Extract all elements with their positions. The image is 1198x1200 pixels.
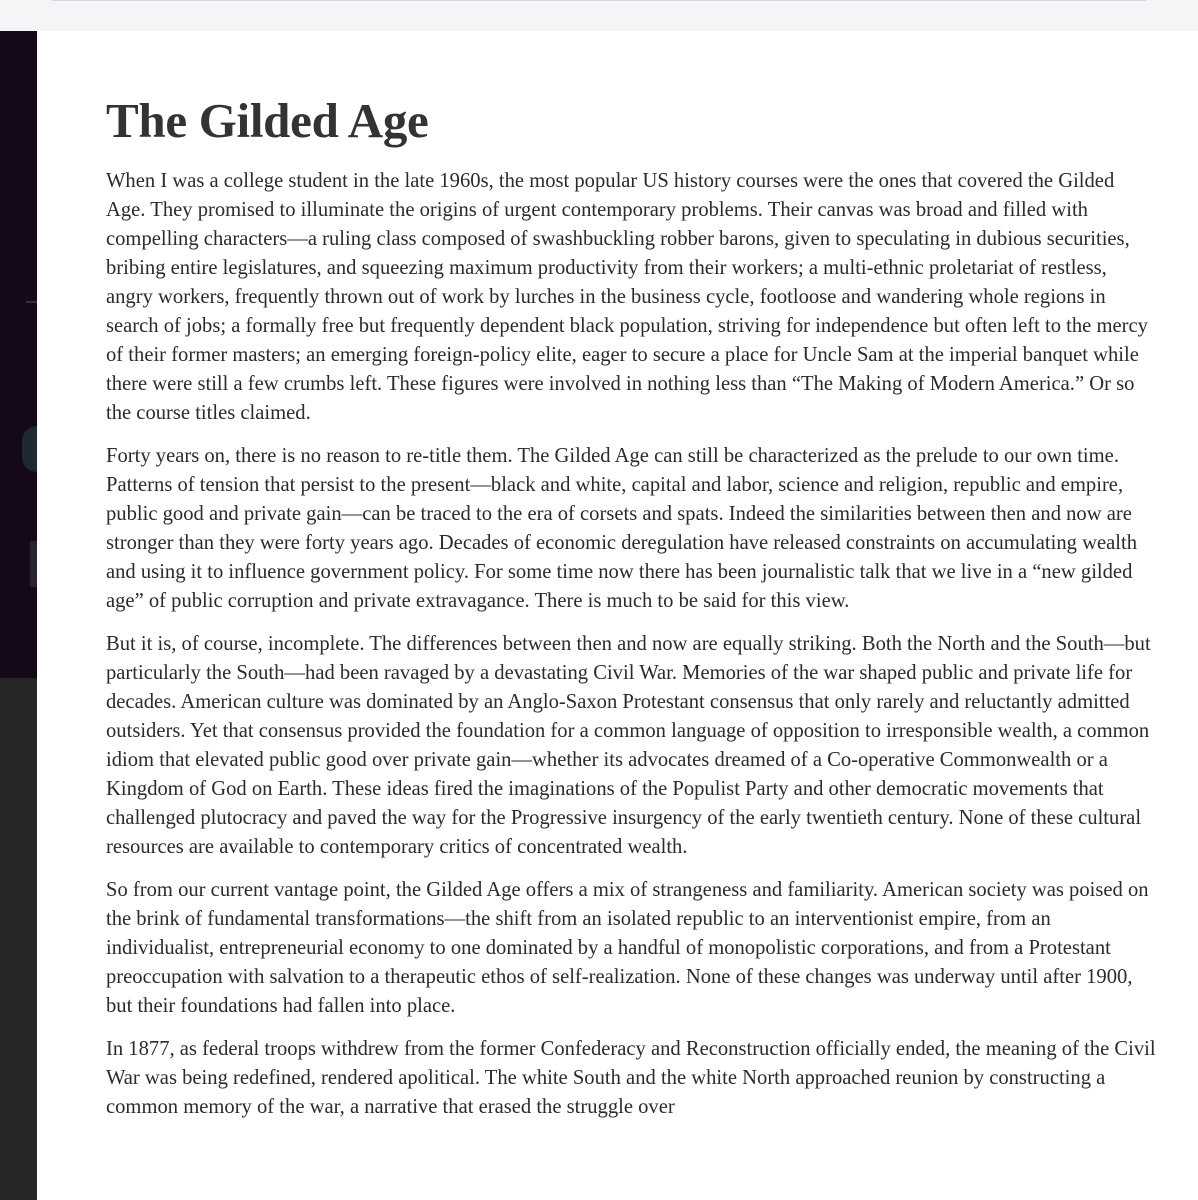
background-lower-panel xyxy=(0,678,37,1200)
background-detail xyxy=(22,426,37,472)
paragraph-1: When I was a college student in the late 1960s, the most popular US history courses were the ones that covered the Gilded Age. They promised to illuminate the origins of urgent contemporary problems. Their canvas was broad and filled with compelling characters—a ruling class composed of swashbuckling robber barons, given to speculating in dubious securities, bribing entire legislatures, and squeezing maximum productivity from their workers; a multi-ethnic proletariat of restless, angry workers, frequently thrown out of work by lurches in the business cycle, footloose and wandering whole regions in search of jobs; a formally free but frequently dependent black population, striving for independence but often left to the mercy of their former masters; an emerging foreign-policy elite, eager to secure a place for Uncle Sam at the imperial banquet while there were still a few crumbs left. These figures were involved in nothing less than “The Making of Modern America.” Or so the course titles claimed. xyxy=(106,170,1148,424)
paragraph-2: Forty years on, there is no reason to re-title them. The Gilded Age can still be characterized as the prelude to our own time. Patterns of tension that persist to the present—black and white, capital and labor, science and religion, republic and empire, public good and private gain—can be traced to the era of corsets and spats. Indeed the similarities between then and now are stronger than they were forty years ago. Decades of economic deregulation have released constraints on accumulating wealth and using it to influence government policy. For some time now there has been journalistic talk that we live in a “new gilded age” of public corruption and private extravagance. There is much to be said for this view. xyxy=(106,445,1137,612)
background-detail xyxy=(26,301,37,303)
paragraph-3: But it is, of course, incomplete. The differences between then and now are equally striking. Both the North and the South—but particularly the South—had been ravaged by a devastating Civil War. Memories of the war shaped public and private life for decades. American culture was dominated by an Anglo-Saxon Protestant consensus that only rarely and reluctantly admitted outsiders. Yet that consensus provided the foundation for a common language of opposition to irresponsible wealth, a common idiom that elevated public good over private gain—whether its advocates dreamed of a Co-operative Commonwealth or a Kingdom of God on Earth. These ideas fired the imaginations of the Populist Party and other democratic movements that challenged plutocracy and paved the way for the Progressive insurgency of the early twentieth century. None of these cultural resources are available to contemporary critics of concentrated wealth. xyxy=(106,633,1151,858)
toolbar-divider xyxy=(52,0,1146,1)
article-title: The Gilded Age xyxy=(106,93,429,148)
left-background-panel xyxy=(0,31,37,1200)
document-page[interactable] xyxy=(37,31,1198,1200)
top-toolbar xyxy=(0,0,1198,32)
article-body xyxy=(106,89,1156,1136)
background-detail xyxy=(30,541,37,587)
paragraph-5: In 1877, as federal troops withdrew from the former Confederacy and Reconstruction officially ended, the meaning of the Civil War was being redefined, rendered apolitical. The white South and the white North approached reunion by constructing a common memory of the war, a narrative that erased the struggle over xyxy=(106,1038,1156,1118)
paragraph-4: So from our current vantage point, the Gilded Age offers a mix of strangeness and familiarity. American society was poised on the brink of fundamental transformations—the shift from an isolated republic to an interventionist empire, from an individualist, entrepreneurial economy to one dominated by a handful of monopolistic corporations, and from a Protestant preoccupation with salvation to a therapeutic ethos of self-realization. None of these changes was underway until after 1900, but their foundations had fallen into place. xyxy=(106,879,1149,1017)
